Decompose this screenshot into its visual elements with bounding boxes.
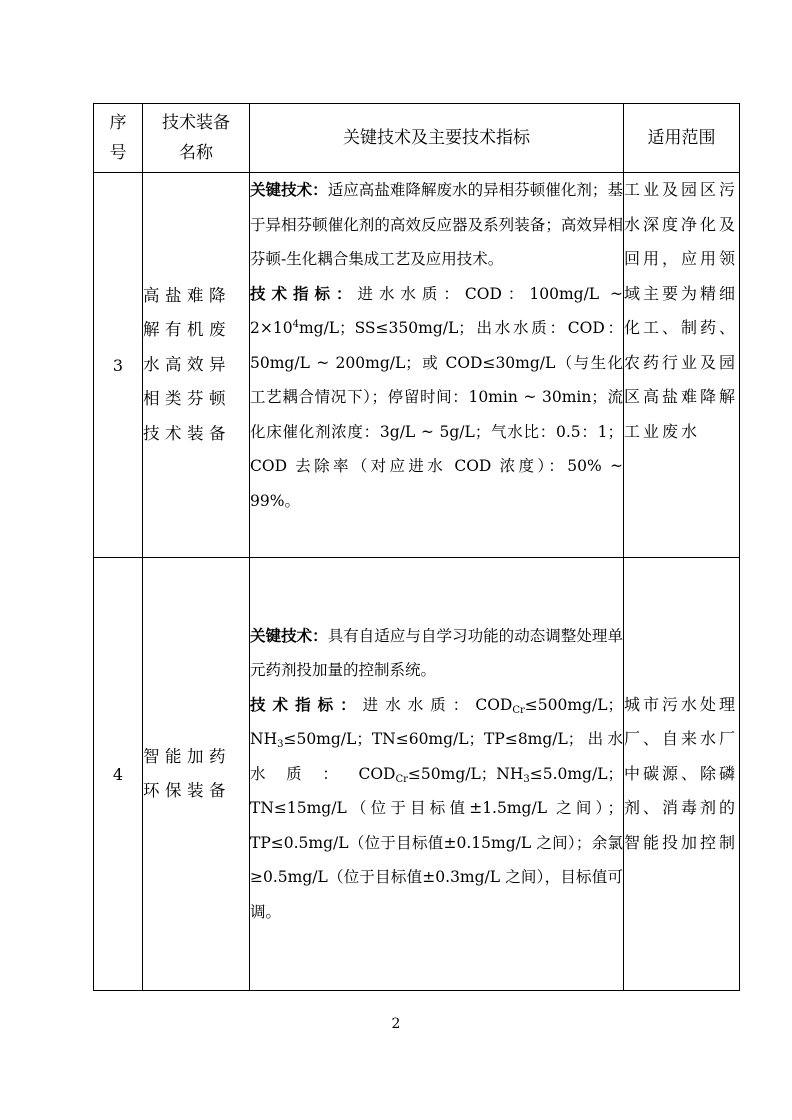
key-technology-label: 关键技术： — [250, 181, 328, 199]
tech-description — [250, 558, 624, 991]
equipment-name: 高盐难降解有机废水高效异相类芬顿技术装备 — [143, 173, 250, 558]
equipment-name: 智能加药环保装备 — [143, 558, 250, 991]
superscript: 4 — [292, 319, 299, 330]
application-scope: 城市污水处理厂、自来水厂中碳源、除磷剂、消毒剂的智能投加控制 — [624, 558, 740, 991]
tech-indicators-text: ≤50mg/L；TN≤60mg/L；TP≤8mg/L；出水水质：COD — [250, 730, 623, 783]
tech-indicators-text: 进水水质：COD — [362, 695, 513, 714]
tech-indicators-text: ≤5.0mg/L；TN≤15mg/L（位于目标值±1.5mg/L 之间）；TP≤0.5mg/L（位于目标值±0.15mg/L 之间）；余氯≥0.5mg/L（位于目标值±0.3mg/L 之间），目标值可调。 — [250, 764, 623, 921]
key-technology-label: 关键技术： — [250, 626, 328, 645]
tech-description — [250, 173, 624, 558]
subscript: Cr — [512, 704, 525, 716]
tech-indicators — [250, 688, 623, 930]
equipment-table — [93, 103, 740, 991]
table-row — [94, 173, 740, 558]
tech-indicators-text: ≤500mg/L；NH — [250, 695, 623, 749]
application-scope: 工业及园区污水深度净化及回用，应用领域主要为精细化工、制药、农药行业及园区高盐难降解工业废水 — [624, 173, 740, 558]
tech-indicators-text: ≤50mg/L；NH — [407, 764, 524, 783]
key-technology — [250, 619, 623, 688]
table-header-row — [94, 104, 740, 173]
row-number: 3 — [94, 173, 143, 558]
header-scope: 适用范围 — [624, 104, 740, 173]
tech-indicators-text: 进水水质：COD：100mg/L ~ 2×10 — [250, 284, 623, 337]
row-number: 4 — [94, 558, 143, 991]
header-num: 序号 — [94, 104, 143, 173]
key-technology-text: 具有自适应与自学习功能的动态调整处理单元药剂投加量的控制系统。 — [250, 626, 623, 680]
header-name: 技术装备名称 — [143, 104, 250, 173]
subscript: Cr — [395, 773, 408, 785]
tech-indicators — [250, 277, 623, 519]
key-technology-text: 适应高盐难降解废水的异相芬顿催化剂；基于异相芬顿催化剂的高效反应器及系列装备；高效异相芬顿-生化耦合集成工艺及应用技术。 — [250, 181, 623, 268]
header-tech: 关键技术及主要技术指标 — [250, 104, 624, 173]
tech-indicators-label: 技术指标： — [250, 284, 358, 303]
tech-indicators-text: mg/L；SS≤350mg/L；出水水质：COD：50mg/L ~ 200mg/L；或 COD≤30mg/L（与生化工艺耦合情况下）；停留时间：10min ~ 30min；流化床催化剂浓度：3g/L ~ 5g/L；气水比：0.5：1；COD 去除率（对应进水 COD 浓度）：50% ~ 99%。 — [250, 319, 623, 510]
subscript: 3 — [277, 739, 284, 751]
page-number: 2 — [391, 1016, 401, 1032]
table-row — [94, 558, 740, 991]
tech-indicators-label: 技术指标： — [250, 695, 363, 714]
subscript: 3 — [523, 773, 530, 785]
key-technology — [250, 173, 623, 277]
